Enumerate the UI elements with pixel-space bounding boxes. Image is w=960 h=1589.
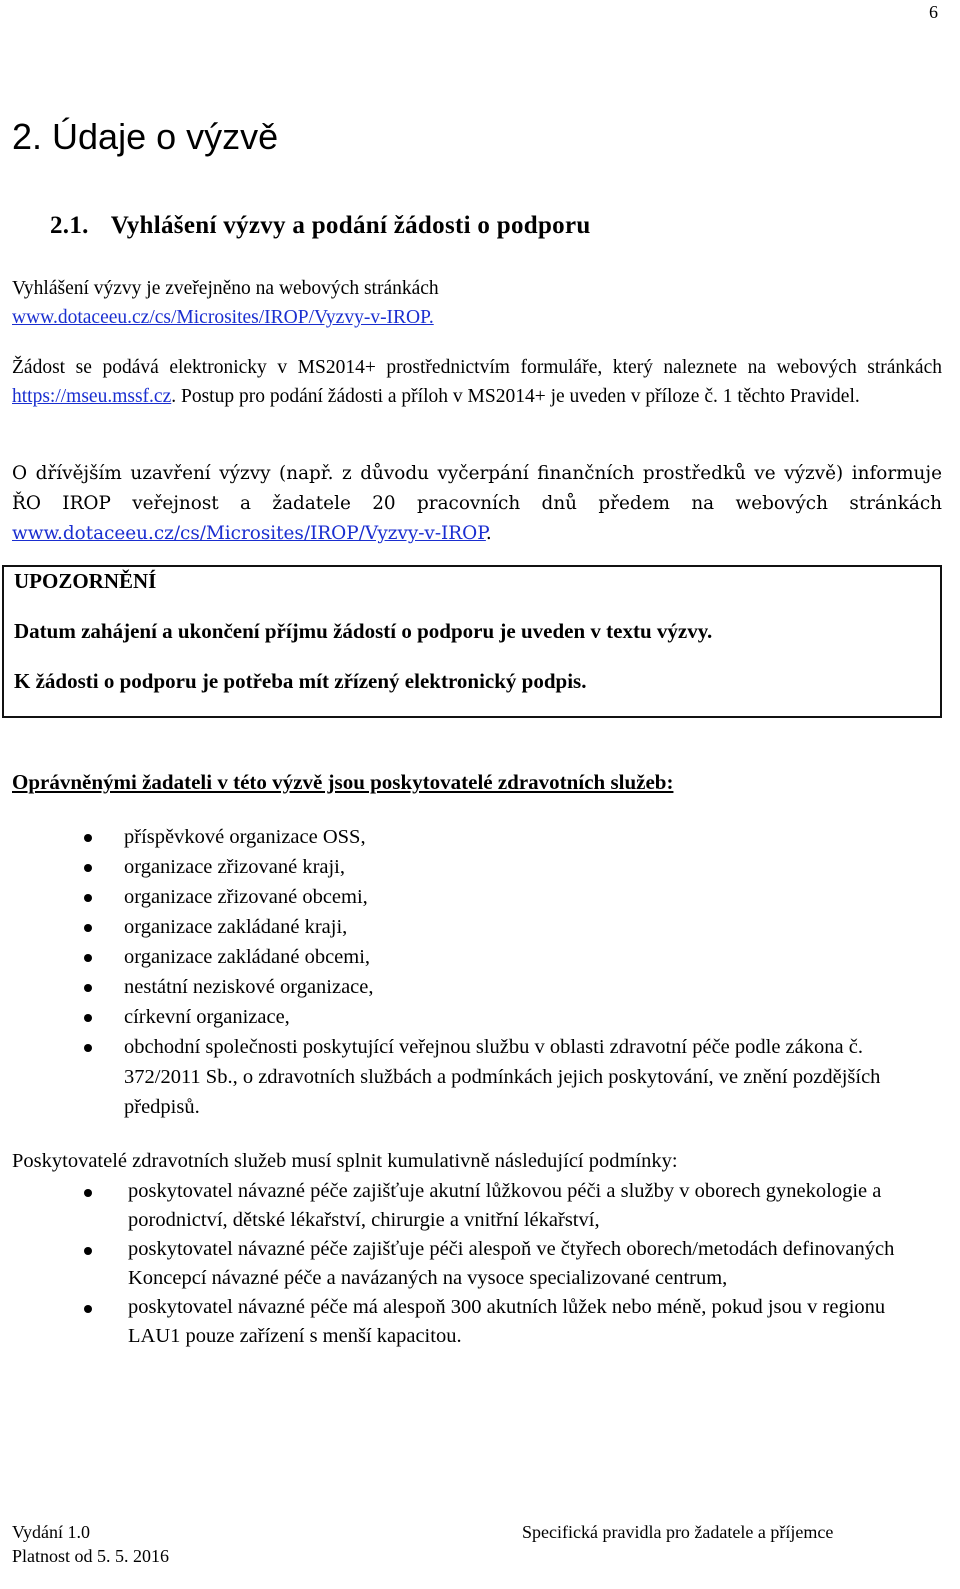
footer-validity: Platnost od 5. 5. 2016 <box>12 1546 170 1566</box>
notice-line-1: Datum zahájení a ukončení příjmu žádostí o podporu je uveden v textu výzvy. <box>14 619 713 643</box>
list-item: poskytovatel návazné péče má alespoň 300 akutních lůžek nebo méně, pokud jsou v regionu LAU1 pouze zařízení s menší kapacitou. <box>80 1293 940 1351</box>
submission-text-before: Žádost se podává elektronicky v MS2014+ prostřednictvím formuláře, který naleznete na webových stránkách <box>12 357 942 378</box>
mseu-link[interactable]: https://mseu.mssf.cz <box>12 386 172 407</box>
section-number: 2.1. <box>50 212 89 239</box>
list-item: nestátní neziskové organizace, <box>80 972 910 1002</box>
conditions-intro: Poskytovatelé zdravotních služeb musí splnit kumulativně následující podmínky: <box>12 1150 678 1172</box>
eligible-heading: Oprávněnými žadateli v této výzvě jsou poskytovatelé zdravotních služeb: <box>12 770 674 794</box>
section-heading <box>50 212 591 240</box>
list-item: organizace zřizované obcemi, <box>80 882 910 912</box>
announcement-text: Vyhlášení výzvy je zveřejněno na webových stránkách <box>12 278 439 299</box>
list-item: poskytovatel návazné péče zajišťuje péči alespoň ve čtyřech oborech/metodách definovaných Koncepcí návazné péče a navázaných na vysoce specializované centrum, <box>80 1235 940 1293</box>
conditions-list <box>80 1177 940 1351</box>
dotaceeu-link[interactable]: www.dotaceeu.cz/cs/Microsites/IROP/Vyzvy-v-IROP. <box>12 307 434 328</box>
closure-text-before: O dřívějším uzavření výzvy (např. z důvodu vyčerpání finančních prostředků ve výzvě) informuje ŘO IROP veřejnost a žadatele 20 pracovních dnů předem na webových stránkách <box>12 463 942 514</box>
list-item: obchodní společnosti poskytující veřejnou službu v oblasti zdravotní péče podle zákona č. 372/2011 Sb., o zdravotních službách a podmínkách jejich poskytování, ve znění pozdějších předpisů. <box>80 1032 910 1122</box>
notice-title: UPOZORNĚNÍ <box>14 569 157 593</box>
list-item: příspěvkové organizace OSS, <box>80 822 910 852</box>
page-number: 6 <box>929 2 938 22</box>
list-item: organizace zakládané kraji, <box>80 912 910 942</box>
dotaceeu-link-2[interactable]: www.dotaceeu.cz/cs/Microsites/IROP/Vyzvy-v-IROP <box>12 523 486 544</box>
list-item: poskytovatel návazné péče zajišťuje akutní lůžkovou péči a služby v oborech gynekologie a porodnictví, dětské lékařství, chirurgie a vnitřní lékařství, <box>80 1177 940 1235</box>
submission-text-after: . Postup pro podání žádosti a příloh v MS2014+ je uveden v příloze č. 1 těchto Pravidel. <box>171 386 860 407</box>
section-title: Vyhlášení výzvy a podání žádosti o podporu <box>110 212 591 239</box>
notice-line-2: K žádosti o podporu je potřeba mít zřízený elektronický podpis. <box>14 669 587 693</box>
list-item: církevní organizace, <box>80 1002 910 1032</box>
notice-box <box>2 565 942 718</box>
paragraph-announcement <box>12 274 942 332</box>
paragraph-submission <box>12 353 942 411</box>
footer-version: Vydání 1.0 <box>12 1522 90 1542</box>
eligible-list <box>80 822 910 1122</box>
closure-text-after: . <box>485 523 492 544</box>
footer-document-title: Specifická pravidla pro žadatele a příjemce <box>522 1522 834 1542</box>
list-item: organizace zřizované kraji, <box>80 852 910 882</box>
paragraph-early-closure <box>12 459 942 549</box>
list-item: organizace zakládané obcemi, <box>80 942 910 972</box>
chapter-heading: 2. Údaje o výzvě <box>12 116 279 157</box>
